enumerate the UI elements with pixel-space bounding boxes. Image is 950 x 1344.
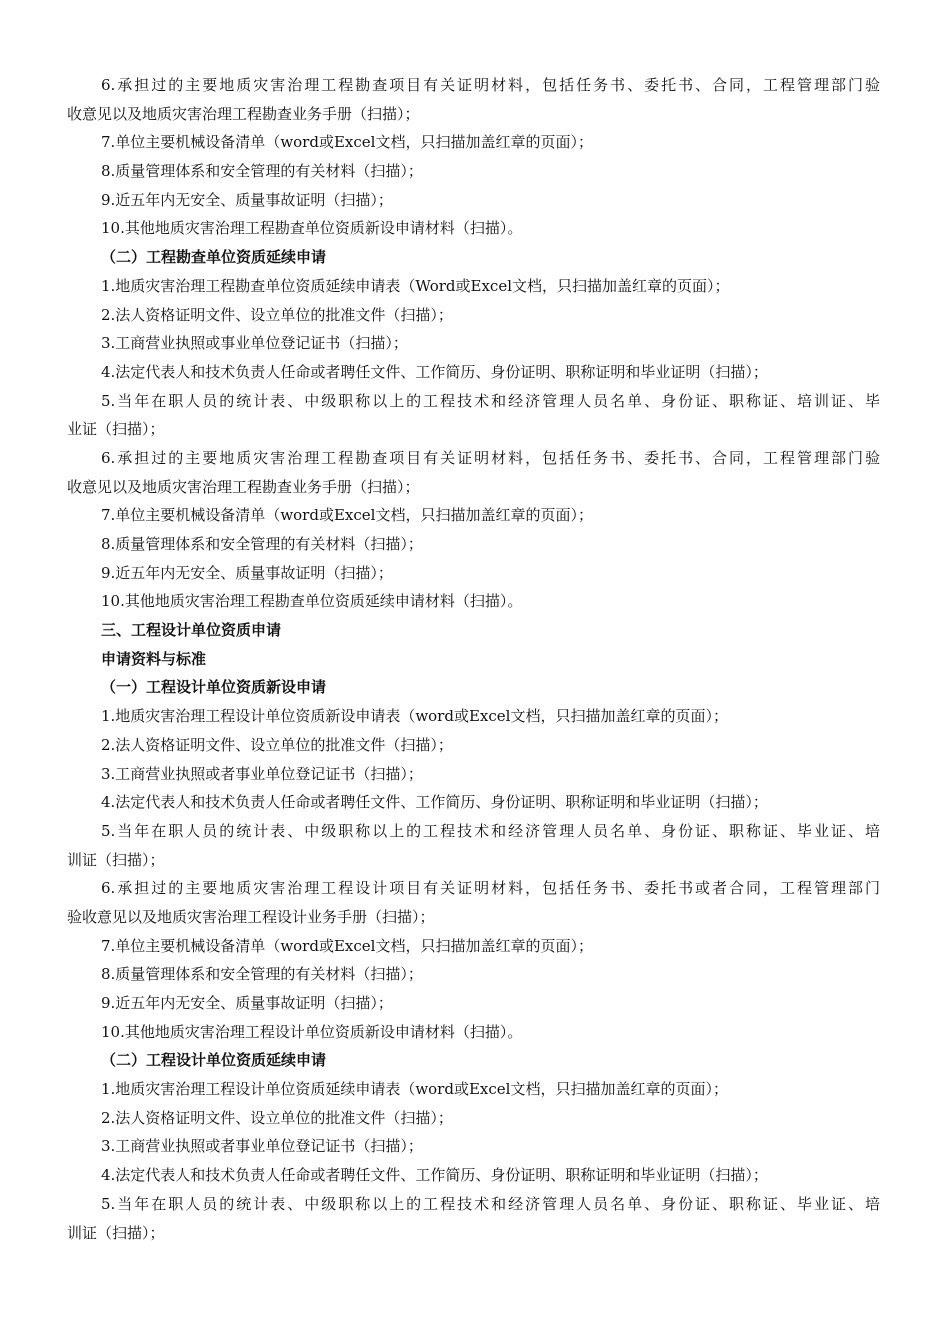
list-item: 3.工商营业执照或者事业单位登记证书（扫描）； [101, 1137, 423, 1156]
list-item: 7.单位主要机械设备清单（word或Excel文档，只扫描加盖红章的页面）； [101, 133, 593, 152]
paragraph-continuation: 业证（扫描）； [67, 420, 165, 439]
list-item: 9.近五年内无安全、质量事故证明（扫描）； [101, 563, 393, 582]
list-item: 4.法定代表人和技术负责人任命或者聘任文件、工作简历、身份证明、职称证明和毕业证明（扫描）； [101, 362, 768, 381]
list-item: 8.质量管理体系和安全管理的有关材料（扫描）； [101, 535, 423, 553]
list-item: 4.法定代表人和技术负责人任命或者聘任文件、工作简历、身份证明、职称证明和毕业证明（扫描）； [101, 793, 768, 812]
list-item: 4.法定代表人和技术负责人任命或者聘任文件、工作简历、身份证明、职称证明和毕业证明（扫描）； [101, 1166, 768, 1185]
list-item: 7.单位主要机械设备清单（word或Excel文档，只扫描加盖红章的页面）； [101, 506, 593, 525]
paragraph-continuation: 验收意见以及地质灾害治理工程设计业务手册（扫描）； [67, 907, 435, 926]
list-item: 5.当年在职人员的统计表、中级职称以上的工程技术和经济管理人员名单、身份证、职称证、毕业证、培 [101, 821, 880, 840]
paragraph-continuation: 训证（扫描）； [67, 850, 165, 869]
section-heading: 三、工程设计单位资质申请 [101, 621, 282, 640]
list-item: 7.单位主要机械设备清单（word或Excel文档，只扫描加盖红章的页面）； [101, 936, 593, 955]
list-item: 10.其他地质灾害治理工程设计单位资质新设申请材料（扫描）。 [101, 1022, 523, 1041]
list-item: 6.承担过的主要地质灾害治理工程勘查项目有关证明材料，包括任务书、委托书、合同，工程管理部门验 [101, 76, 880, 94]
list-item: 9.近五年内无安全、质量事故证明（扫描）； [101, 190, 393, 209]
list-item: 8.质量管理体系和安全管理的有关材料（扫描）； [101, 162, 423, 181]
list-item: 10.其他地质灾害治理工程勘查单位资质延续申请材料（扫描）。 [101, 592, 523, 611]
paragraph-continuation: 收意见以及地质灾害治理工程勘查业务手册（扫描）； [67, 477, 420, 496]
section-heading: （一）工程设计单位资质新设申请 [101, 678, 327, 697]
list-item: 5.当年在职人员的统计表、中级职称以上的工程技术和经济管理人员名单、身份证、职称证、毕业证、培 [101, 1194, 880, 1213]
section-heading: （二）工程设计单位资质延续申请 [101, 1051, 327, 1070]
paragraph-continuation: 训证（扫描）； [67, 1223, 165, 1242]
list-item: 2.法人资格证明文件、设立单位的批准文件（扫描）； [101, 735, 453, 754]
list-item: 8.质量管理体系和安全管理的有关材料（扫描）； [101, 965, 423, 984]
section-heading: （二）工程勘查单位资质延续申请 [101, 248, 327, 267]
document-body [67, 71, 880, 1247]
list-item: 1.地质灾害治理工程设计单位资质延续申请表（word或Excel文档，只扫描加盖红章的页面）； [101, 1080, 728, 1099]
list-item: 1.地质灾害治理工程设计单位资质新设申请表（word或Excel文档，只扫描加盖红章的页面）； [101, 707, 728, 726]
list-item: 3.工商营业执照或事业单位登记证书（扫描）； [101, 334, 408, 353]
list-item: 2.法人资格证明文件、设立单位的批准文件（扫描）； [101, 1108, 453, 1127]
list-item: 5.当年在职人员的统计表、中级职称以上的工程技术和经济管理人员名单、身份证、职称证、培训证、毕 [101, 391, 880, 410]
list-item: 10.其他地质灾害治理工程勘查单位资质新设申请材料（扫描）。 [101, 219, 523, 238]
list-item: 6.承担过的主要地质灾害治理工程勘查项目有关证明材料，包括任务书、委托书、合同，工程管理部门验 [101, 448, 880, 467]
list-item: 2.法人资格证明文件、设立单位的批准文件（扫描）； [101, 305, 453, 324]
section-heading: 申请资料与标准 [101, 649, 207, 668]
paragraph-continuation: 收意见以及地质灾害治理工程勘查业务手册（扫描）； [67, 104, 420, 123]
list-item: 9.近五年内无安全、质量事故证明（扫描）； [101, 994, 393, 1012]
list-item: 1.地质灾害治理工程勘查单位资质延续申请表（Word或Excel文档，只扫描加盖红章的页面）； [101, 276, 730, 295]
list-item: 6.承担过的主要地质灾害治理工程设计项目有关证明材料，包括任务书、委托书或者合同，工程管理部门 [101, 879, 880, 898]
list-item: 3.工商营业执照或者事业单位登记证书（扫描）； [101, 764, 423, 783]
